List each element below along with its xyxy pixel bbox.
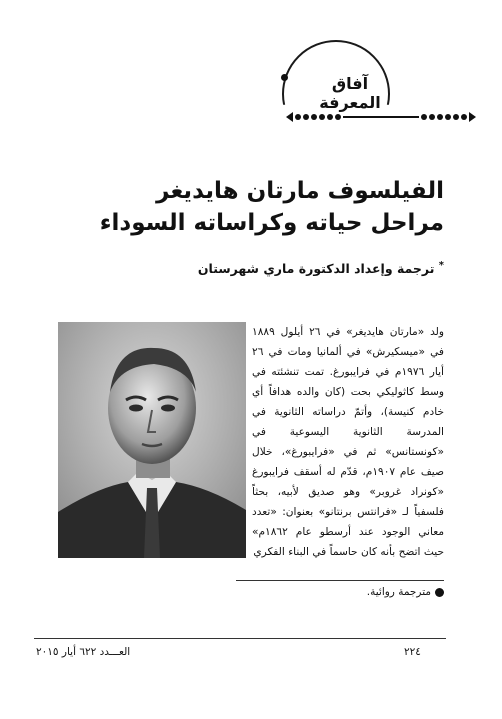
article-title-line1: الفيلسوف مارتان هايديغر (156, 178, 444, 204)
ornament-dot-icon (421, 114, 427, 120)
section-ornament (286, 110, 476, 124)
author-mark: * (438, 260, 444, 271)
article-body: ولد «مارتان هايديغر» في ٢٦ أيلول ١٨٨٩ في «ميسكيرش» في ألمانيا ومات في ٢٦ أيار ١٩٧٦م في فرايبورغ. تمت تنشئته في وسط كاثوليكي بحت (كان والده هدافاً أي خادم كنيسة)، وأتمّ دراساته الثانوية في المدرسة الثانوية اليسوعية في «كونستانس» ثم في «فرايبورغ»، خلال صيف عام ١٩٠٧م، قدّم له أسقف فرايبورغ «كونراد غروبر» وهو صديق لأبيه، بحثاً فلسفياً لـ «فرانتس برنتانو» بعنوان: «تعدد معاني الوجود عند أرسطو عام ١٨٦٢م» حيث اتضح بأنه كان حاسماً في البناء الفكري (252, 326, 444, 558)
author-portrait-photo (58, 322, 246, 558)
article-author (198, 260, 444, 276)
ornament-dot-icon (319, 114, 325, 120)
author-name: ترجمة وإعداد الدكتورة ماري شهرستان (197, 261, 435, 277)
arrow-right-icon (469, 112, 476, 122)
ornament-dot-icon (437, 114, 443, 120)
ornament-dot-icon (453, 114, 459, 120)
ornament-dot-icon (303, 114, 309, 120)
ornament-dot-icon (335, 114, 341, 120)
footnote-divider (236, 580, 444, 581)
article-title-line2: مراحل حياته وكراساته السوداء (99, 210, 444, 236)
ornament-line (343, 116, 419, 118)
ornament-dot-icon (327, 114, 333, 120)
footnote-bullet-icon (435, 588, 444, 597)
issue-info: العـــدد ٦٢٢ أيار ٢٠١٥ (36, 646, 131, 658)
ornament-dot-icon (311, 114, 317, 120)
footer-divider (34, 638, 446, 639)
ornament-dot-icon (295, 114, 301, 120)
ornament-dot-icon (461, 114, 467, 120)
ornament-dot-icon (445, 114, 451, 120)
page-number: ٢٢٤ (404, 646, 421, 658)
footnote (367, 586, 444, 598)
arrow-left-icon (286, 112, 293, 122)
badge-dot-icon (281, 74, 288, 81)
section-title: آفاق المعرفة (319, 74, 381, 112)
footnote-text: مترجمة روائية. (366, 586, 431, 598)
ornament-dot-icon (429, 114, 435, 120)
